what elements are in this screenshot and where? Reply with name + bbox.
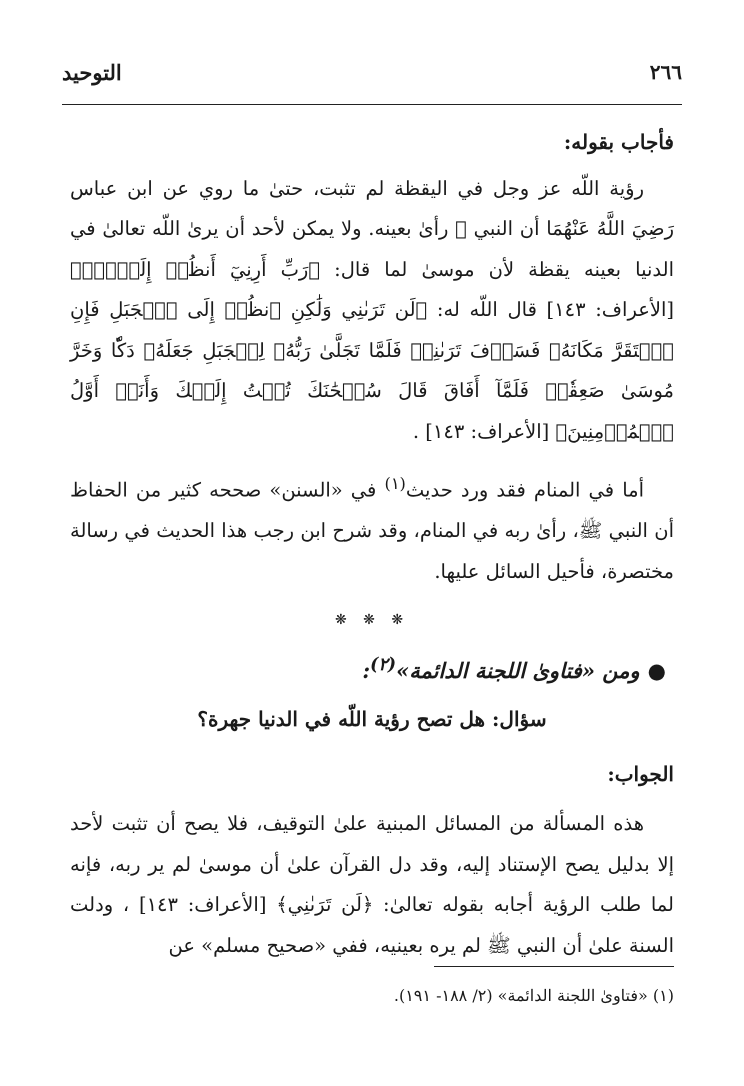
paragraph-dream-text-start: أما في المنام فقد ورد حديث	[405, 478, 644, 502]
page-number: ٢٦٦	[649, 60, 682, 84]
footnote-1: (١) «فتاوىٰ اللجنة الدائمة» (٢/ ١٨٨- ١٩١).	[393, 986, 674, 1005]
question-heading: سؤال: هل تصح رؤية اللّه في الدنيا جهرة؟	[197, 707, 547, 731]
paragraph-dream-text-end: في «السنن» صححه كثير من الحفاظ أن النبي ﷺ، رأىٰ ربه في المنام، وقد شرح ابن رجب هذا الحديث في رسالة مختصرة، فأحيل السائل عليها.	[70, 478, 674, 583]
answer-intro-heading: فأجاب بقوله:	[563, 130, 674, 154]
page-body	[70, 112, 674, 966]
section-separator: ❋ ❋ ❋	[334, 612, 410, 628]
footnote-marker-2: (٢)	[370, 654, 397, 675]
footnote-divider	[434, 966, 674, 967]
bullet-icon: ●	[647, 657, 666, 683]
paragraph-answer: هذه المسألة من المسائل المبنية علىٰ التوقيف، فلا يصح أن تثبت لأحد إلا بدليل يصح الإستناد إليه، وقد دل القرآن علىٰ أن موسىٰ لم ير ربه، فإنه لما طلب الرؤية أجابه بقوله تعالىٰ: ﴿لَن تَرَىٰنِي﴾ [الأعراف: ١٤٣] ، ودلت السنة علىٰ أن النبي ﷺ لم يره بعينيه، ففي «صحيح مسلم» عن	[70, 812, 674, 957]
running-title: التوحيد	[62, 60, 122, 85]
answer-heading: الجواب:	[607, 761, 674, 786]
paragraph-dream-vision	[70, 464, 674, 592]
fatwa-source-text: ومن «فتاوىٰ اللجنة الدائمة»	[396, 657, 640, 683]
footnote-marker-1: (١)	[384, 474, 406, 493]
paragraph-waking-vision: رؤية اللّه عز وجل في اليقظة لم تثبت، حتىٰ ما روي عن ابن عباس رَضِيَ اللَّهُ عَنْهُمَا أن النبي ﷺ رأىٰ بعينه. ولا يمكن لأحد أن يرىٰ اللّه تعالىٰ في الدنيا بعينه يقظة لأن موسىٰ لما قال: ﴿رَبِّ أَرِنِيٓ أَنظُرۡ إِلَيۡكَۚ﴾ [الأعراف: ١٤٣] قال اللّه له: ﴿لَن تَرَىٰنِي وَلَٰكِنِ ٱنظُرۡ إِلَى ٱلۡجَبَلِ فَإِنِ ٱسۡتَقَرَّ مَكَانَهُۥ فَسَوۡفَ تَرَىٰنِيۚ فَلَمَّا تَجَلَّىٰ رَبُّهُۥ لِلۡجَبَلِ جَعَلَهُۥ دَكّٗا وَخَرَّ مُوسَىٰ صَعِقٗاۚ فَلَمَّآ أَفَاقَ قَالَ سُبۡحَٰنَكَ تُبۡتُ إِلَيۡكَ وَأَنَا۠ أَوَّلُ ٱلۡمُؤۡمِنِينَ﴾ [الأعراف: ١٤٣] .	[70, 176, 674, 443]
fatwa-source-colon: :	[362, 657, 371, 683]
fatwa-source-title	[70, 645, 674, 692]
page-header	[62, 58, 682, 105]
